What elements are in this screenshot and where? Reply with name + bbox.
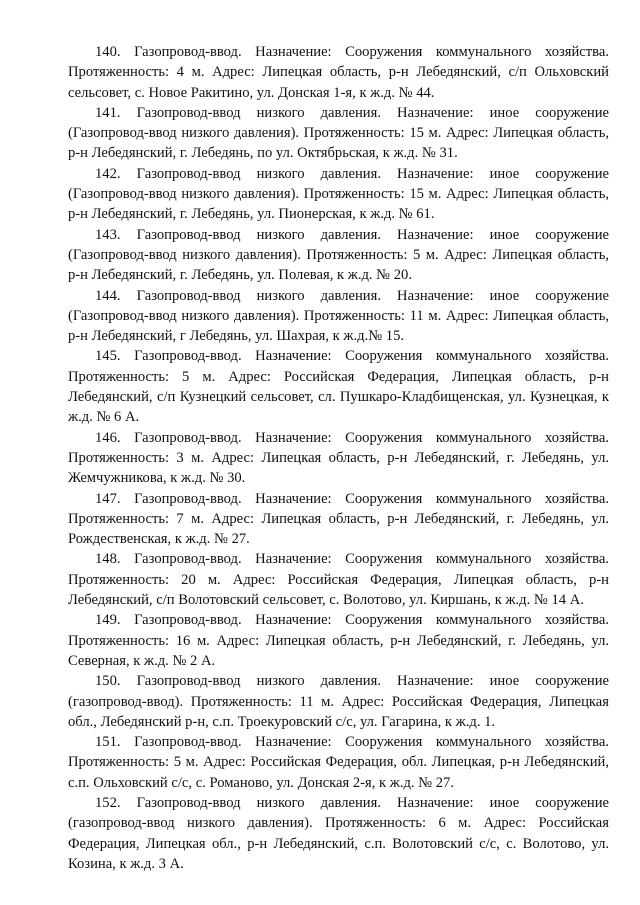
- list-item: [68, 346, 609, 427]
- item-number: 150.: [95, 673, 121, 690]
- list-item: [68, 225, 609, 286]
- item-text: Газопровод-ввод. Назначение: Сооружения коммунального хозяйства. Протяженность: 5 м. Адрес: Российская Федерация, обл. Липецкая, р-н Лебедянский, с.п. Ольховский с/с, с. Романово, ул. Донская 2-я, к ж.д. № 27.: [68, 734, 609, 791]
- item-number: 148.: [95, 551, 121, 568]
- list-item: [68, 428, 609, 489]
- list-item: [68, 286, 609, 347]
- list-item: [68, 671, 609, 732]
- list-item: [68, 42, 609, 103]
- item-number: 151.: [95, 734, 121, 751]
- item-text: Газопровод-ввод низкого давления. Назначение: иное сооружение (газопровод-ввод). Протяженность: 11 м. Адрес: Российская Федерация, Липецкая обл., Лебедянский р-н, с.п. Троекуровский с/с, ул. Гагарина, к ж.д. 1.: [68, 673, 609, 730]
- item-number: 152.: [95, 794, 121, 811]
- item-number: 147.: [95, 490, 121, 507]
- list-item: [68, 489, 609, 550]
- item-text: Газопровод-ввод низкого давления. Назначение: иное сооружение (газопровод-ввод низкого давления). Протяженность: 6 м. Адрес: Российская Федерация, Липецкая обл., р-н Лебедянский, с.п. Волотовский с/с, с. Волотово, ул. Козина, к ж.д. 3 А.: [68, 794, 609, 872]
- item-text: Газопровод-ввод. Назначение: Сооружения коммунального хозяйства. Протяженность: 3 м. Адрес: Липецкая область, р-н Лебедянский, г. Лебедянь, ул. Жемчужникова, к ж.д. № 30.: [68, 429, 609, 487]
- item-number: 145.: [95, 348, 121, 365]
- item-text: Газопровод-ввод. Назначение: Сооружения коммунального хозяйства. Протяженность: 4 м. Адрес: Липецкая область, р-н Лебедянский, с/п Ольховский сельсовет, с. Новое Ракитино, ул. Донская 1-я, к ж.д. № 44.: [68, 44, 609, 101]
- item-text: Газопровод-ввод. Назначение: Сооружения коммунального хозяйства. Протяженность: 16 м. Адрес: Липецкая область, р-н Лебедянский, г. Лебедянь, ул. Северная, к ж.д. № 2 А.: [68, 612, 609, 669]
- item-text: Газопровод-ввод. Назначение: Сооружения коммунального хозяйства. Протяженность: 7 м. Адрес: Липецкая область, р-н Лебедянский, г. Лебедянь, ул. Рождественская, к ж.д. № 27.: [68, 490, 609, 548]
- item-number: 146.: [95, 429, 121, 446]
- list-item: [68, 549, 609, 610]
- list-item: [68, 732, 609, 793]
- item-text: Газопровод-ввод низкого давления. Назначение: иное сооружение (Газопровод-ввод низкого давления). Протяженность: 5 м. Адрес: Липецкая область, р-н Лебедянский, г. Лебедянь, ул. Полевая, к ж.д. № 20.: [68, 226, 609, 284]
- list-item: [68, 610, 609, 671]
- item-text: Газопровод-ввод низкого давления. Назначение: иное сооружение (Газопровод-ввод низкого давления). Протяженность: 15 м. Адрес: Липецкая область, р-н Лебедянский, г. Лебедянь, по ул. Октябрьская, к ж.д. № 31.: [68, 104, 609, 162]
- list-item: [68, 793, 609, 874]
- item-number: 144.: [95, 287, 121, 304]
- item-number: 142.: [95, 165, 121, 182]
- item-text: Газопровод-ввод. Назначение: Сооружения коммунального хозяйства. Протяженность: 20 м. Адрес: Российская Федерация, Липецкая область, р-н Лебедянский, с/п Волотовский сельсовет, с. Волотово, ул. Киршань, к ж.д. № 14 А.: [68, 551, 609, 609]
- list-item: [68, 164, 609, 225]
- item-text: Газопровод-ввод низкого давления. Назначение: иное сооружение (Газопровод-ввод низкого давления). Протяженность: 11 м. Адрес: Липецкая область, р-н Лебедянский, г Лебедянь, ул. Шахрая, к ж.д.№ 15.: [68, 287, 609, 345]
- item-text: Газопровод-ввод. Назначение: Сооружения коммунального хозяйства. Протяженность: 5 м. Адрес: Российская Федерация, Липецкая область, р-н Лебедянский, с/п Кузнецкий сельсовет, сл. Пушкаро-Кладбищенская, ул. Кузнецкая, к ж.д. № 6 А.: [68, 348, 609, 426]
- item-text: Газопровод-ввод низкого давления. Назначение: иное сооружение (Газопровод-ввод низкого давления). Протяженность: 15 м. Адрес: Липецкая область, р-н Лебедянский, г. Лебедянь, ул. Пионерская, к ж.д. № 61.: [68, 165, 609, 223]
- document-page: [68, 42, 609, 874]
- item-number: 141.: [95, 104, 121, 121]
- list-item: [68, 103, 609, 164]
- item-number: 140.: [95, 44, 121, 60]
- item-number: 149.: [95, 612, 121, 629]
- item-number: 143.: [95, 226, 121, 243]
